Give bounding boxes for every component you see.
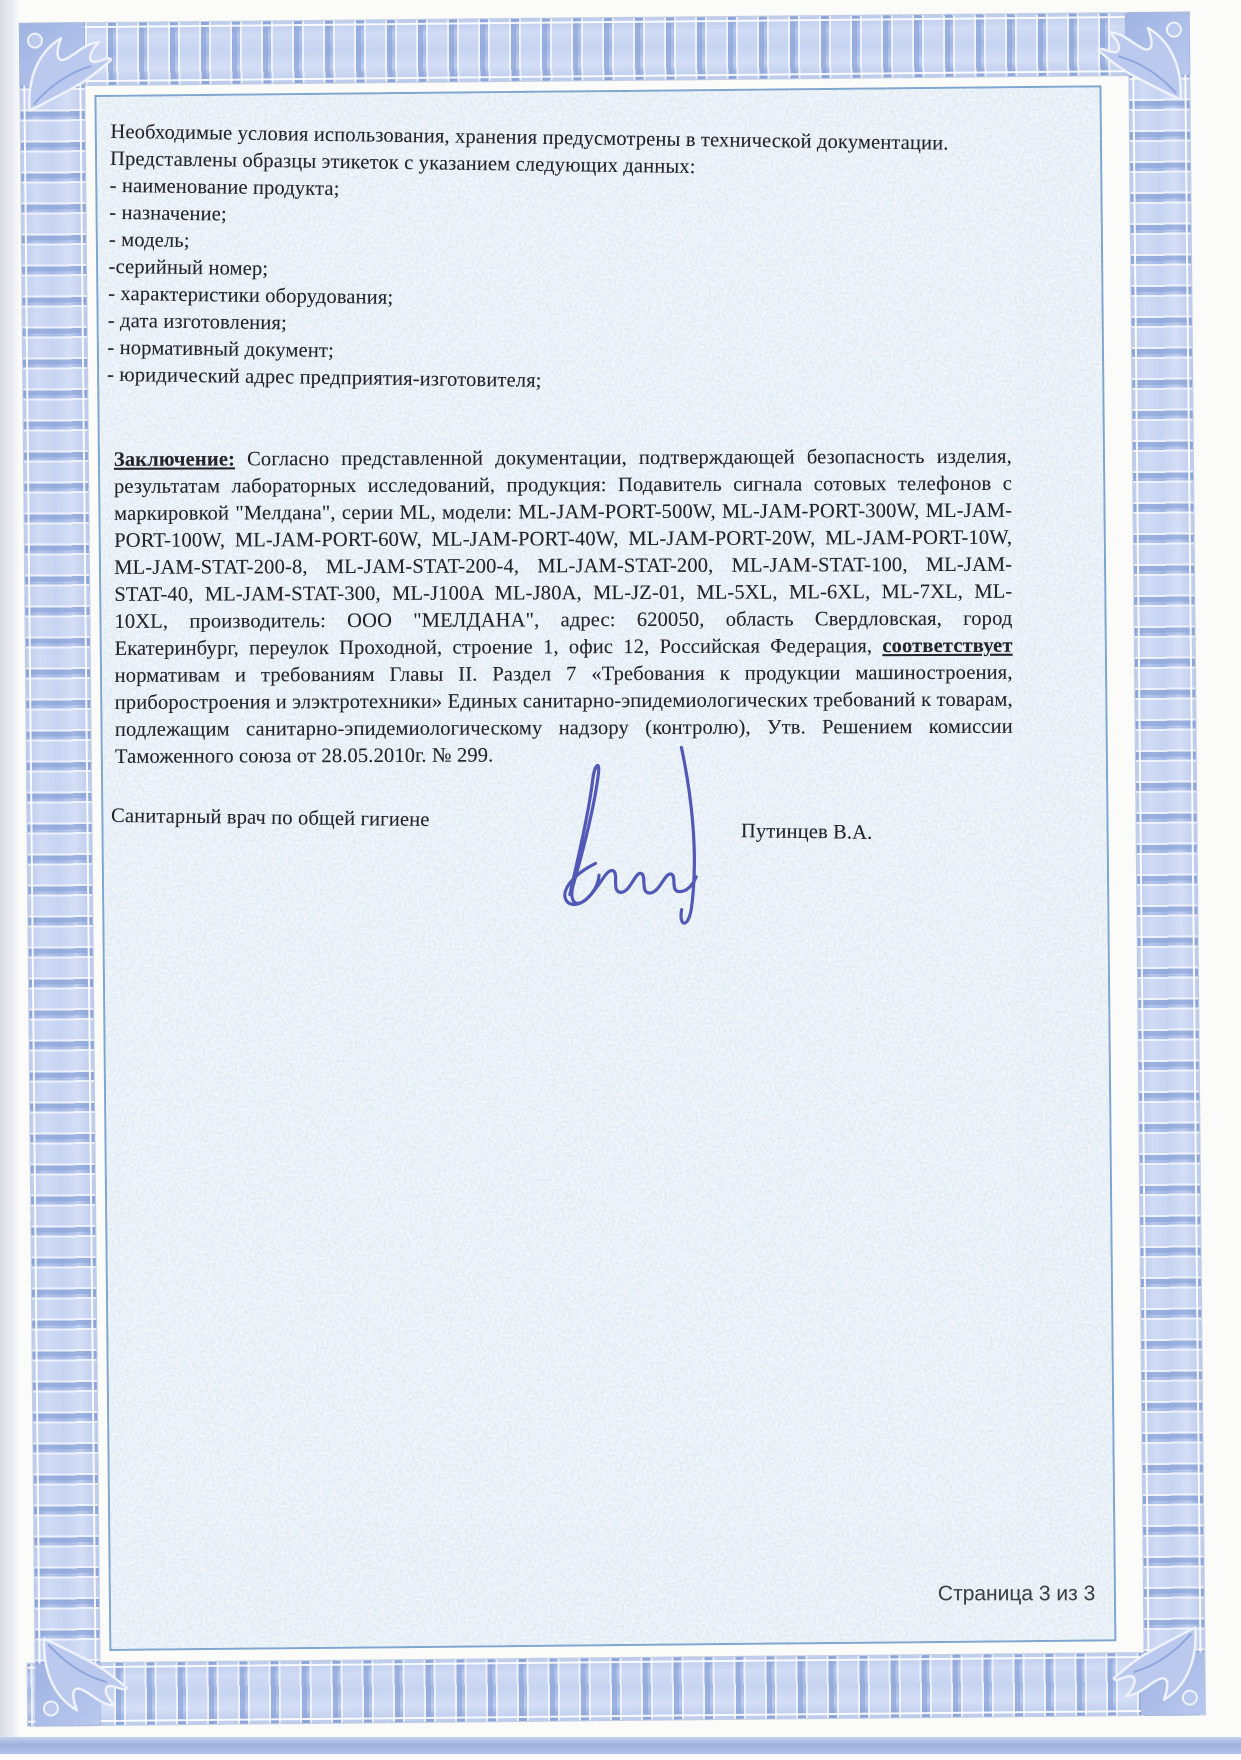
label-item: -серийный номер; bbox=[108, 255, 269, 281]
label-item: - юридический адрес предприятия-изготовителя; bbox=[106, 363, 542, 392]
border-top-band bbox=[20, 13, 1190, 86]
label-item: - дата изготовления; bbox=[107, 309, 288, 335]
flourish-icon bbox=[1109, 1619, 1204, 1714]
corner-ornament-bottom-right bbox=[1140, 1652, 1205, 1715]
conformity-emphasis: соответствует bbox=[882, 634, 1013, 658]
conclusion-text-after: нормативам и требованиям Главы II. Раздел 7 «Требования к продукции машиностроения, приборостроения и элэктротехники» Единых санитарно-эпидемиологических требований к товарам, подлежащим санитарно-эпидемиологическому надзору (контролю), Утв. Решением комиссии Таможенного союза от 28.05.2010г. № 299. bbox=[114, 661, 1013, 768]
flourish-icon bbox=[1094, 14, 1189, 109]
label-list bbox=[107, 173, 1006, 401]
corner-ornament-bottom-left bbox=[36, 1663, 101, 1726]
conclusion-label: Заключение: bbox=[113, 448, 236, 471]
conclusion-text-before: Согласно представленной документации, подтверждающей безопасность изделия, результатам лабораторных исследований, продукция: Подавитель сигнала сотовых телефонов с маркировкой "Мелдана", серии ML, модели: ML-JAM-PORT-500W, ML-JAM-PORT-300W, ML-JAM-PORT-100W, ML-JAM-PORT-60W, ML-JAM-PORT-40W, ML-JAM-PORT-20W, ML-JAM-PORT-10W, ML-JAM-STAT-200-8, ML-JAM-STAT-200-4, ML-JAM-STAT-200, ML-JAM-STAT-100, ML-JAM-STAT-40, ML-JAM-STAT-300, ML-J100A ML-J80A, ML-JZ-01, ML-5XL, ML-6XL, ML-7XL, ML-10XL, производитель: ООО "МЕЛДАНА", адрес: 620050, область Свердловская, город Екатеринбург, переулок Проходной, строение 1, офис 12, Российская Федерация, bbox=[113, 445, 1013, 660]
signatory-name: Путинцев В.А. bbox=[740, 820, 873, 844]
label-item: - наименование продукта; bbox=[109, 174, 340, 201]
corner-ornament-top-right bbox=[1125, 13, 1190, 76]
label-item: - характеристики оборудования; bbox=[108, 282, 394, 309]
conclusion-block bbox=[114, 444, 1013, 771]
signatory-role: Санитарный врач по общей гигиене bbox=[110, 804, 430, 832]
label-item: - назначение; bbox=[109, 201, 227, 226]
intro-block bbox=[107, 119, 1007, 401]
border-right-band bbox=[1129, 13, 1205, 1715]
corner-ornament-top-left bbox=[20, 23, 85, 86]
signature-ink bbox=[533, 738, 722, 951]
border-bottom-band bbox=[28, 1652, 1200, 1725]
border-left-band bbox=[20, 23, 100, 1726]
intro-paragraph: Необходимые условия использования, хранения предусмотрены в технической документации. bbox=[110, 120, 949, 155]
page-indicator: Страница 3 из 3 bbox=[937, 1582, 1096, 1606]
conclusion-paragraph bbox=[114, 444, 1013, 771]
labels-heading: Представлены образцы этикеток с указанием следующих данных: bbox=[109, 147, 696, 179]
label-item: - модель; bbox=[108, 228, 190, 252]
label-item: - нормативный документ; bbox=[107, 336, 335, 362]
